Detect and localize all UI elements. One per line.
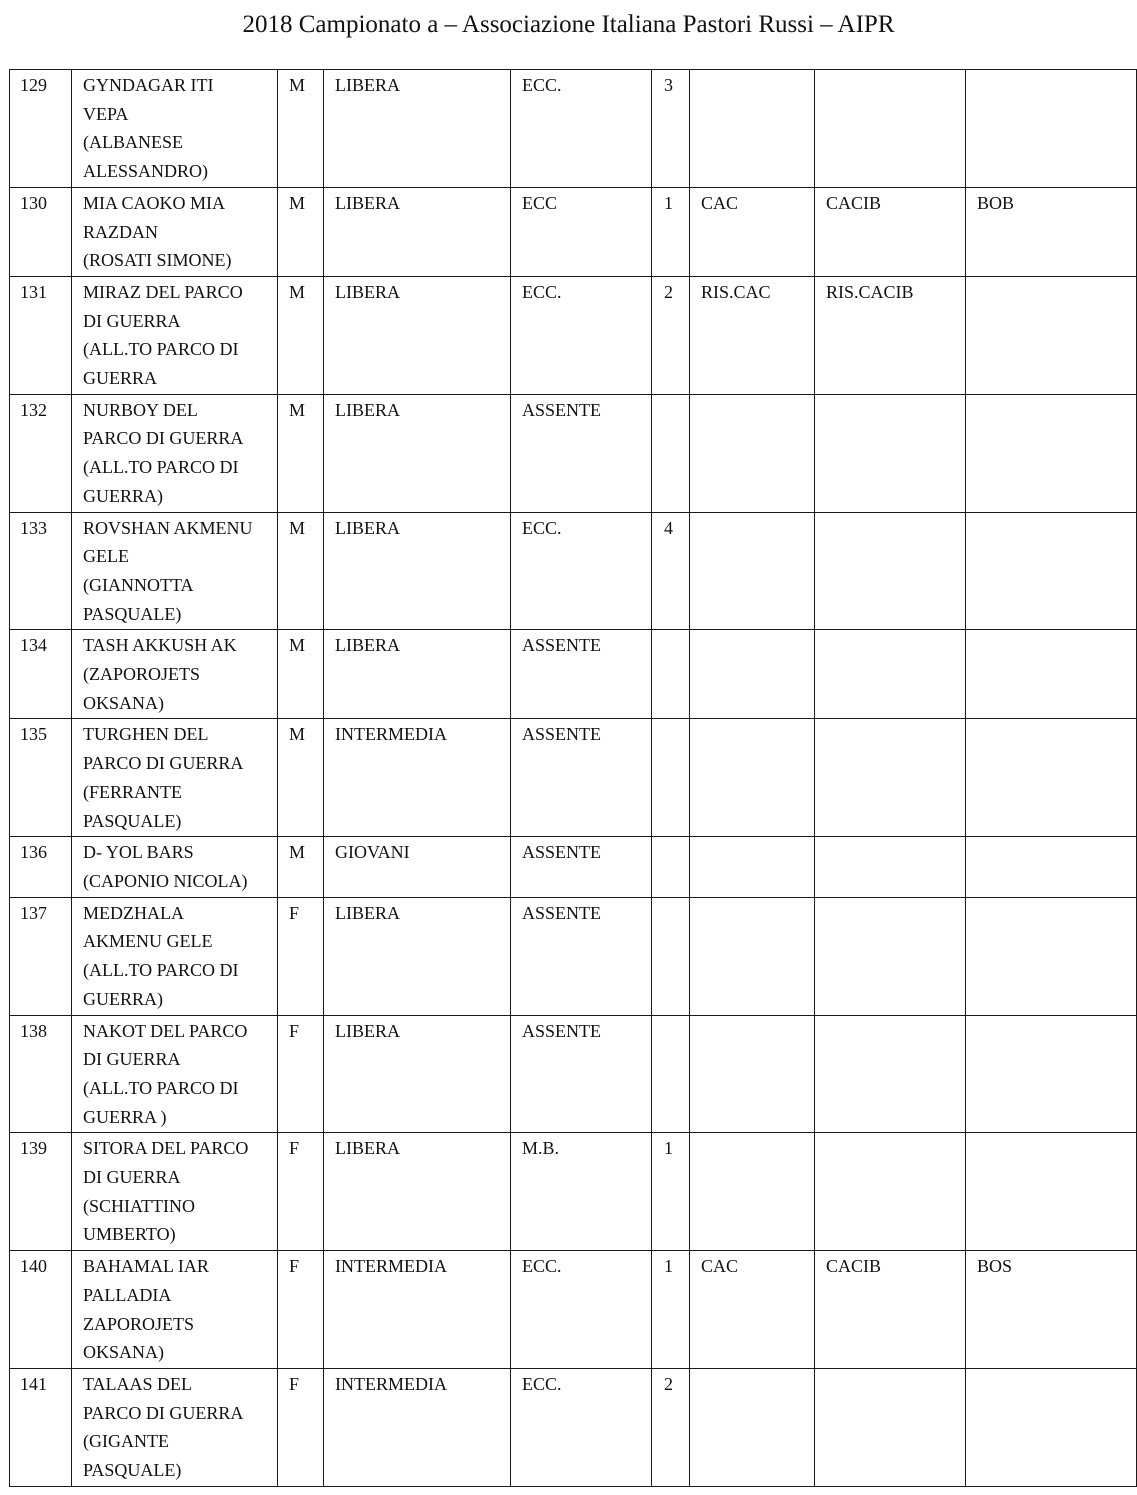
best-award-cell <box>966 719 1137 837</box>
cac-award-cell <box>690 394 815 512</box>
entry-number: 137 <box>10 897 72 1015</box>
sex-cell: M <box>278 70 324 188</box>
rank-cell: 2 <box>652 1368 690 1486</box>
dog-owner-name <box>72 187 278 276</box>
grade-cell: ECC. <box>511 70 652 188</box>
name-line: ZAPOROJETS <box>83 1313 195 1334</box>
name-line: NAKOT DEL PARCO <box>83 1020 248 1041</box>
entry-number: 139 <box>10 1133 72 1251</box>
cacib-award-cell <box>815 719 966 837</box>
name-line: ROVSHAN AKMENU <box>83 517 253 538</box>
results-table-body <box>10 70 1137 1487</box>
class-cell: INTERMEDIA <box>324 1368 511 1486</box>
rank-cell <box>652 837 690 897</box>
name-line: DI GUERRA <box>83 1167 181 1188</box>
name-line: GUERRA <box>83 368 158 389</box>
table-row <box>10 1251 1137 1369</box>
cac-award-cell <box>690 1015 815 1133</box>
cac-award-cell: RIS.CAC <box>690 276 815 394</box>
cac-award-cell <box>690 1133 815 1251</box>
name-line: TALAAS DEL <box>83 1373 193 1394</box>
name-line: (ALL.TO PARCO DI <box>83 1077 239 1098</box>
grade-cell: ASSENTE <box>511 1015 652 1133</box>
grade-cell: ASSENTE <box>511 630 652 719</box>
name-line: PASQUALE) <box>83 603 182 624</box>
class-cell: INTERMEDIA <box>324 1251 511 1369</box>
dog-owner-name <box>72 70 278 188</box>
class-cell: GIOVANI <box>324 837 511 897</box>
name-line: VEPA <box>83 103 129 124</box>
cac-award-cell: CAC <box>690 1251 815 1369</box>
name-line: DI GUERRA <box>83 1049 181 1070</box>
cacib-award-cell <box>815 1015 966 1133</box>
name-line: (ROSATI SIMONE) <box>83 250 232 271</box>
name-line: MIA CAOKO MIA <box>83 192 226 213</box>
grade-cell: ECC <box>511 187 652 276</box>
name-line: RAZDAN <box>83 221 158 242</box>
best-award-cell <box>966 837 1137 897</box>
name-line: DI GUERRA <box>83 310 181 331</box>
entry-number: 141 <box>10 1368 72 1486</box>
grade-cell: ECC. <box>511 512 652 630</box>
class-cell: LIBERA <box>324 394 511 512</box>
name-line: PASQUALE) <box>83 810 182 831</box>
name-line: GYNDAGAR ITI <box>83 75 214 95</box>
name-line: PARCO DI GUERRA <box>83 428 244 449</box>
rank-cell <box>652 719 690 837</box>
name-line: BAHAMAL IAR <box>83 1256 209 1277</box>
table-row <box>10 70 1137 188</box>
cac-award-cell: CAC <box>690 187 815 276</box>
sex-cell: F <box>278 1133 324 1251</box>
entry-number: 140 <box>10 1251 72 1369</box>
name-line: (SCHIATTINO <box>83 1195 195 1216</box>
rank-cell: 1 <box>652 187 690 276</box>
class-cell: LIBERA <box>324 630 511 719</box>
name-line: NURBOY DEL <box>83 399 198 420</box>
rank-cell <box>652 897 690 1015</box>
dog-owner-name <box>72 897 278 1015</box>
sex-cell: M <box>278 719 324 837</box>
dog-owner-name <box>72 394 278 512</box>
cac-award-cell <box>690 512 815 630</box>
name-line: PARCO DI GUERRA <box>83 753 244 774</box>
cac-award-cell <box>690 630 815 719</box>
best-award-cell: BOS <box>966 1251 1137 1369</box>
sex-cell: F <box>278 1368 324 1486</box>
grade-cell: ASSENTE <box>511 394 652 512</box>
name-line: TASH AKKUSH AK <box>83 635 237 656</box>
name-line: GUERRA) <box>83 485 163 506</box>
grade-cell: ASSENTE <box>511 719 652 837</box>
entry-number: 133 <box>10 512 72 630</box>
name-line: OKSANA) <box>83 692 164 713</box>
rank-cell: 1 <box>652 1251 690 1369</box>
sex-cell: F <box>278 1015 324 1133</box>
class-cell: INTERMEDIA <box>324 719 511 837</box>
name-line: (ALL.TO PARCO DI <box>83 457 239 478</box>
best-award-cell <box>966 1015 1137 1133</box>
table-row <box>10 719 1137 837</box>
name-line: (ALBANESE <box>83 132 183 153</box>
table-row <box>10 394 1137 512</box>
class-cell: LIBERA <box>324 1015 511 1133</box>
name-line: MEDZHALA <box>83 902 184 923</box>
cacib-award-cell <box>815 394 966 512</box>
best-award-cell <box>966 897 1137 1015</box>
name-line: TURGHEN DEL <box>83 724 209 745</box>
page-title: 2018 Campionato a – Associazione Italiana Pastori Russi – AIPR <box>242 11 895 38</box>
grade-cell: ASSENTE <box>511 837 652 897</box>
name-line: GUERRA ) <box>83 1106 167 1127</box>
cacib-award-cell <box>815 1133 966 1251</box>
best-award-cell <box>966 394 1137 512</box>
table-row <box>10 837 1137 897</box>
dog-owner-name <box>72 1015 278 1133</box>
dog-owner-name <box>72 1368 278 1486</box>
table-row <box>10 1133 1137 1251</box>
dog-owner-name <box>72 837 278 897</box>
class-cell: LIBERA <box>324 70 511 188</box>
name-line: D- YOL BARS <box>83 842 194 863</box>
table-row <box>10 512 1137 630</box>
cacib-award-cell <box>815 897 966 1015</box>
class-cell: LIBERA <box>324 512 511 630</box>
cacib-award-cell: CACIB <box>815 1251 966 1369</box>
name-line: (GIGANTE <box>83 1431 169 1452</box>
entry-number: 135 <box>10 719 72 837</box>
entry-number: 132 <box>10 394 72 512</box>
dog-owner-name <box>72 1133 278 1251</box>
sex-cell: M <box>278 187 324 276</box>
best-award-cell <box>966 1368 1137 1486</box>
rank-cell: 2 <box>652 276 690 394</box>
cacib-award-cell <box>815 1368 966 1486</box>
cac-award-cell <box>690 70 815 188</box>
best-award-cell <box>966 1133 1137 1251</box>
name-line: (FERRANTE <box>83 781 182 802</box>
class-cell: LIBERA <box>324 187 511 276</box>
cacib-award-cell <box>815 630 966 719</box>
sex-cell: M <box>278 837 324 897</box>
name-line: (CAPONIO NICOLA) <box>83 870 248 891</box>
name-line: OKSANA) <box>83 1342 164 1363</box>
best-award-cell <box>966 512 1137 630</box>
sex-cell: F <box>278 1251 324 1369</box>
dog-owner-name <box>72 512 278 630</box>
cac-award-cell <box>690 1368 815 1486</box>
best-award-cell <box>966 630 1137 719</box>
rank-cell: 3 <box>652 70 690 188</box>
name-line: MIRAZ DEL PARCO <box>83 281 243 302</box>
entry-number: 138 <box>10 1015 72 1133</box>
class-cell: LIBERA <box>324 276 511 394</box>
rank-cell <box>652 1015 690 1133</box>
sex-cell: M <box>278 394 324 512</box>
class-cell: LIBERA <box>324 897 511 1015</box>
cac-award-cell <box>690 837 815 897</box>
dog-owner-name <box>72 276 278 394</box>
name-line: (ZAPOROJETS <box>83 664 201 685</box>
dog-owner-name <box>72 719 278 837</box>
class-cell: LIBERA <box>324 1133 511 1251</box>
dog-owner-name <box>72 630 278 719</box>
table-row <box>10 1015 1137 1133</box>
rank-cell <box>652 394 690 512</box>
name-line: PASQUALE) <box>83 1460 182 1481</box>
cacib-award-cell: CACIB <box>815 187 966 276</box>
dog-owner-name <box>72 1251 278 1369</box>
best-award-cell <box>966 70 1137 188</box>
best-award-cell <box>966 276 1137 394</box>
rank-cell: 4 <box>652 512 690 630</box>
grade-cell: ECC. <box>511 276 652 394</box>
cacib-award-cell <box>815 512 966 630</box>
name-line: UMBERTO) <box>83 1224 176 1245</box>
name-line: PARCO DI GUERRA <box>83 1402 244 1423</box>
entry-number: 130 <box>10 187 72 276</box>
name-line: (ALL.TO PARCO DI <box>83 339 239 360</box>
entry-number: 129 <box>10 70 72 188</box>
grade-cell: ECC. <box>511 1251 652 1369</box>
table-row <box>10 1368 1137 1486</box>
name-line: PALLADIA <box>83 1284 172 1305</box>
name-line: ALESSANDRO) <box>83 161 209 182</box>
grade-cell: ASSENTE <box>511 897 652 1015</box>
sex-cell: M <box>278 276 324 394</box>
entry-number: 136 <box>10 837 72 897</box>
name-line: GUERRA) <box>83 988 163 1009</box>
grade-cell: ECC. <box>511 1368 652 1486</box>
table-row <box>10 897 1137 1015</box>
rank-cell: 1 <box>652 1133 690 1251</box>
entry-number: 134 <box>10 630 72 719</box>
cac-award-cell <box>690 897 815 1015</box>
sex-cell: F <box>278 897 324 1015</box>
name-line: SITORA DEL PARCO <box>83 1138 249 1159</box>
cacib-award-cell <box>815 70 966 188</box>
table-row <box>10 630 1137 719</box>
table-row <box>10 276 1137 394</box>
cacib-award-cell: RIS.CACIB <box>815 276 966 394</box>
best-award-cell: BOB <box>966 187 1137 276</box>
cacib-award-cell <box>815 837 966 897</box>
cac-award-cell <box>690 719 815 837</box>
entry-number: 131 <box>10 276 72 394</box>
name-line: GELE <box>83 546 129 567</box>
rank-cell <box>652 630 690 719</box>
sex-cell: M <box>278 512 324 630</box>
results-table <box>9 69 1137 1487</box>
name-line: AKMENU GELE <box>83 931 213 952</box>
name-line: (ALL.TO PARCO DI <box>83 960 239 981</box>
grade-cell: M.B. <box>511 1133 652 1251</box>
name-line: (GIANNOTTA <box>83 574 194 595</box>
sex-cell: M <box>278 630 324 719</box>
table-row <box>10 187 1137 276</box>
